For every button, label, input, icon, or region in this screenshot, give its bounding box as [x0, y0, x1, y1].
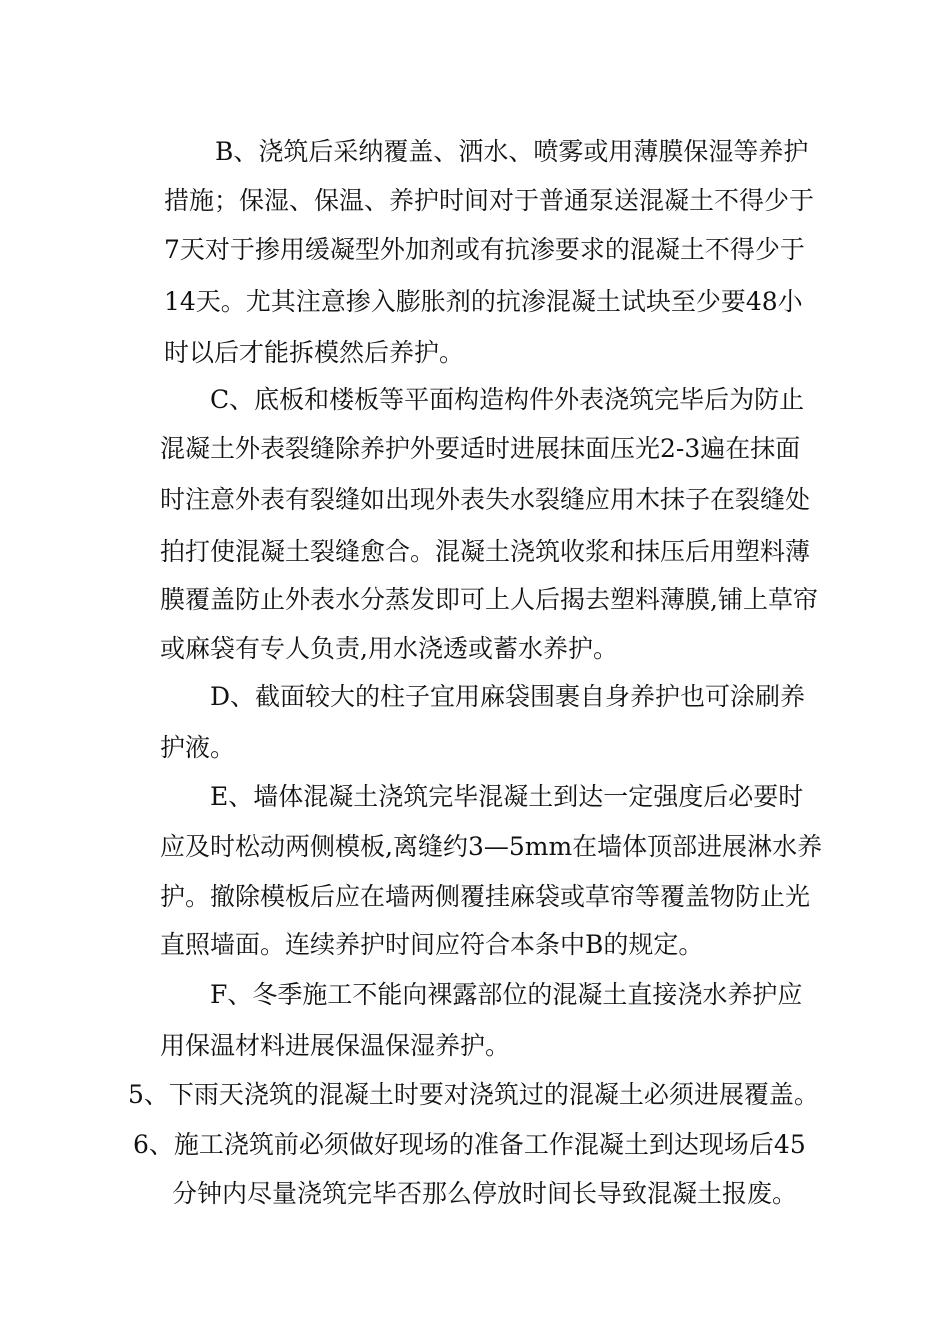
- paragraph-b-line-1: B、浇筑后采纳覆盖、洒水、喷雾或用薄膜保湿等养护: [215, 137, 809, 166]
- paragraph-b-line-2: 措施；保湿、保温、养护时间对于普通泵送混凝土不得少于: [164, 186, 815, 215]
- paragraph-e-line-1: E、墙体混凝土浇筑完毕混凝土到达一定强度后必要时: [210, 782, 804, 811]
- paragraph-b-line-4: 14天。尤其注意掺入膨胀剂的抗渗混凝土试块至少要48小: [164, 287, 803, 316]
- paragraph-d-line-1: D、截面较大的柱子宜用麻袋围裹自身养护也可涂刷养: [210, 682, 806, 711]
- paragraph-f-line-2: 用保温材料进展保温保湿养护。: [160, 1031, 511, 1060]
- paragraph-c-line-5: 膜覆盖防止外表水分蒸发即可上人后揭去塑料薄膜,铺上草帘: [160, 585, 818, 614]
- paragraph-c-line-1: C、底板和楼板等平面构造构件外表浇筑完毕后为防止: [210, 385, 805, 414]
- paragraph-c-line-2: 混凝土外表裂缝除养护外要适时进展抹面压光2-3遍在抹面: [160, 434, 801, 463]
- paragraph-f-line-1: F、冬季施工不能向裸露部位的混凝土直接浇水养护应: [210, 980, 803, 1009]
- item-6-line-2: 分钟内尽量浇筑完毕否那么停放时间长导致混凝土报废。: [172, 1179, 798, 1208]
- paragraph-c-line-6: 或麻袋有专人负责,用水浇透或蓄水养护。: [160, 634, 618, 663]
- paragraph-b-line-5: 时以后才能拆模然后养护。: [164, 338, 465, 367]
- item-6-line-1: 6、施工浇筑前必须做好现场的准备工作混凝土到达现场后45: [133, 1130, 806, 1159]
- paragraph-c-line-4: 拍打使混凝土裂缝愈合。混凝土浇筑收浆和抹压后用塑料薄: [160, 537, 811, 566]
- paragraph-e-line-4: 直照墙面。连续养护时间应符合本条中B的规定。: [160, 930, 704, 959]
- item-5-line-1: 5、下雨天浇筑的混凝土时要对浇筑过的混凝土必须进展覆盖。: [128, 1080, 819, 1109]
- paragraph-c-line-3: 时注意外表有裂缝如出现外表失水裂缝应用木抹子在裂缝处: [160, 485, 811, 514]
- paragraph-e-line-2: 应及时松动两侧模板,离缝约3—5mm在墙体顶部进展淋水养: [160, 832, 823, 861]
- paragraph-d-line-2: 护液。: [160, 733, 236, 762]
- paragraph-e-line-3: 护。撤除模板后应在墙两侧覆挂麻袋或草帘等覆盖物防止光: [160, 882, 811, 911]
- paragraph-b-line-3: 7天对于掺用缓凝型外加剂或有抗渗要求的混凝土不得少于: [164, 235, 805, 264]
